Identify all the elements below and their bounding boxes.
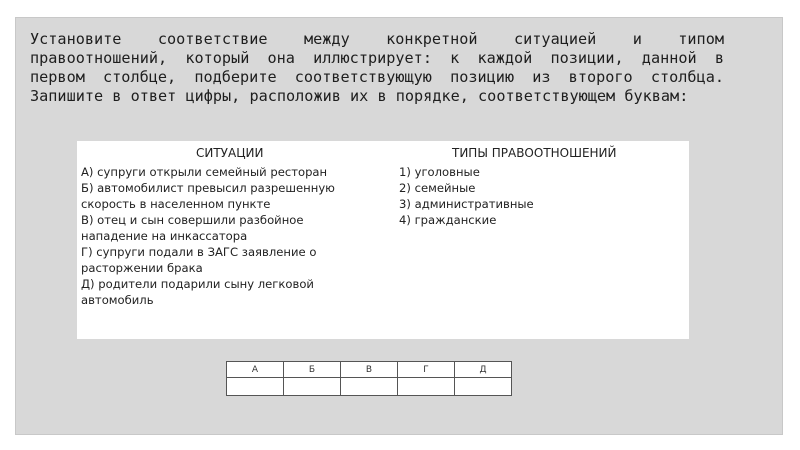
answer-cell[interactable] [398,378,455,396]
task-instructions [30,30,724,106]
answer-letter-cell: Г [398,362,455,378]
types-column [399,164,649,228]
answer-letter-cell: В [341,362,398,378]
task-line: Запишите в ответ цифры, расположив их в порядке, соответствующем буквам: [30,87,689,105]
answer-letter-cell: Б [284,362,341,378]
answer-cell[interactable] [455,378,512,396]
slide-background [15,17,783,435]
situation-item: Б) автомобилист превысил разрешенную [81,181,335,195]
situations-column [81,164,381,308]
type-item: 4) гражданские [399,213,497,227]
type-item: 3) административные [399,197,534,211]
answer-letter-cell: А [227,362,284,378]
type-item: 1) уголовные [399,165,480,179]
answer-letters-row [227,362,512,378]
types-header: ТИПЫ ПРАВООТНОШЕНИЙ [452,146,617,160]
answer-cell[interactable] [227,378,284,396]
situation-item: Г) супруги подали в ЗАГС заявление о [81,245,317,259]
situation-item: скорость в населенном пункте [81,197,271,211]
situation-item: А) супруги открыли семейный ресторан [81,165,328,179]
task-line: Установите соответствие между конкретной ситуацией и типом [30,30,724,48]
situation-item: нападение на инкассатора [81,229,248,243]
situation-item: расторжении брака [81,261,203,275]
answer-values-row [227,378,512,396]
matching-panel [77,141,689,339]
answer-letter-cell: Д [455,362,512,378]
situations-header: СИТУАЦИИ [196,146,264,160]
answer-cell[interactable] [341,378,398,396]
type-item: 2) семейные [399,181,476,195]
situation-item: автомобиль [81,293,154,307]
task-line: первом столбце, подберите соответствующую позицию из второго столбца. [30,68,724,86]
situation-item: Д) родители подарили сыну легковой [81,277,314,291]
answer-cell[interactable] [284,378,341,396]
situation-item: В) отец и сын совершили разбойное [81,213,304,227]
task-line: правоотношений, который она иллюстрирует: к каждой позиции, данной в [30,49,724,67]
answer-table [226,361,512,396]
